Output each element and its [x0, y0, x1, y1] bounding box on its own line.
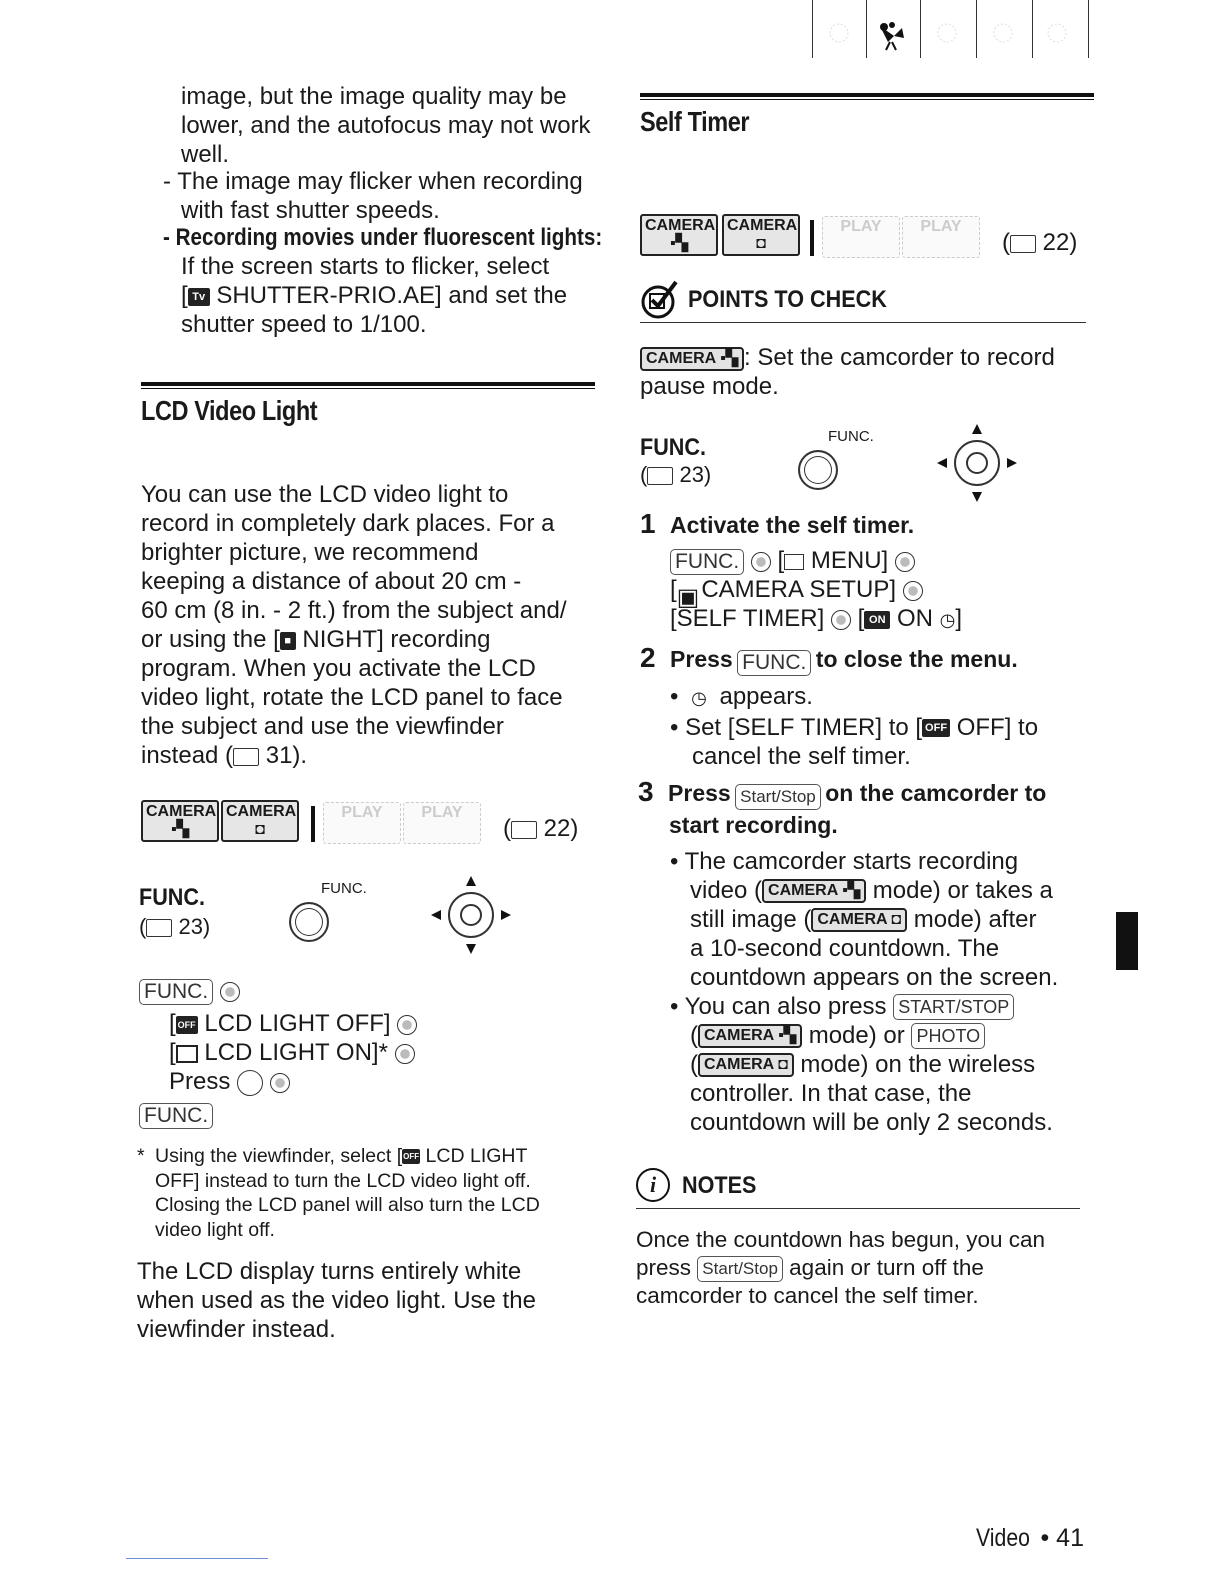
bullet-item — [670, 713, 1100, 742]
book-icon — [146, 919, 172, 937]
camera-movie-mode — [640, 214, 718, 256]
menu-text: Press — [169, 1068, 231, 1095]
paren: ( — [139, 914, 147, 939]
tab-divider — [1088, 0, 1089, 58]
tab-divider — [1032, 0, 1033, 58]
step-press: Press — [670, 646, 733, 672]
func-row — [139, 870, 539, 960]
notes-text — [636, 1226, 1096, 1310]
page-ref — [503, 814, 578, 843]
bullet-flicker — [163, 167, 603, 225]
arrow-bullet-icon — [751, 552, 771, 572]
text-line: the subject and use the viewfinder — [141, 713, 504, 740]
light-off-icon: OFF — [176, 1016, 198, 1034]
mode-separator — [810, 220, 814, 256]
bold-lead: - Recording movies under fluorescent lights: — [163, 224, 603, 251]
page-number: 41 — [1056, 1524, 1084, 1552]
step-rest-2: start recording. — [669, 811, 838, 838]
faded-icon — [934, 20, 960, 46]
paren: ( — [503, 815, 511, 842]
play-movie-mode — [822, 216, 900, 258]
movie-icon: ▪▚ — [670, 235, 688, 252]
text-line — [636, 1254, 1096, 1282]
night-mode-icon: ■ — [280, 632, 296, 650]
func-button-icon — [289, 902, 329, 942]
text-line: viewfinder instead. — [137, 1316, 336, 1343]
text-line: image, but the image quality may be — [181, 83, 567, 110]
menu-text: ON — [896, 605, 933, 632]
menu-line: [ LCD LIGHT ON]* — [139, 1038, 599, 1067]
joystick-icon — [935, 422, 1019, 504]
movie-camera-icon — [874, 16, 910, 52]
notes-header — [636, 1166, 1080, 1209]
menu-text: MENU] — [810, 547, 889, 574]
text-line: 60 cm (8 in. - 2 ft.) from the subject and/ — [141, 597, 567, 624]
tab-divider — [976, 0, 977, 58]
header-tab-strip — [808, 0, 1092, 60]
faded-icon — [826, 20, 852, 46]
text: appears. — [719, 682, 813, 710]
mode-label: CAMERA — [704, 1056, 774, 1074]
text-line — [155, 1144, 603, 1169]
menu-text: CAMERA SETUP] — [701, 576, 897, 603]
bracket: [ — [181, 282, 188, 309]
bullet-fluorescent — [163, 223, 603, 339]
text: video ( — [690, 876, 763, 904]
text: Using the viewfinder, select [ — [155, 1145, 403, 1167]
mode-label: CAMERA — [645, 217, 716, 234]
func-small-label: FUNC. — [321, 880, 367, 897]
photo-icon: ◘ — [255, 821, 265, 838]
text: OFF] to — [956, 713, 1039, 741]
text: 31). — [259, 742, 308, 769]
text: SHUTTER-PRIO.AE] and set the — [216, 282, 568, 309]
camera-photo-mode — [722, 214, 800, 256]
points-to-check-header — [640, 280, 1086, 323]
text-line: Once the countdown has begun, you can — [636, 1227, 1046, 1252]
mode-label: CAMERA — [226, 803, 297, 820]
step-2 — [640, 642, 1100, 771]
bullet-line: a 10-second countdown. The — [690, 934, 1000, 962]
off-icon: OFF — [922, 719, 950, 737]
start-stop-key: Start/Stop — [697, 1256, 783, 1282]
menu-line — [139, 1067, 599, 1096]
faded-icon — [990, 20, 1016, 46]
menu-line: [ OFF LCD LIGHT OFF] — [139, 1009, 599, 1038]
bottom-line — [126, 1558, 268, 1559]
section-title: LCD Video Light — [141, 395, 318, 426]
mode-label: CAMERA — [704, 1027, 774, 1045]
text: mode) or — [808, 1021, 905, 1049]
text: The camcorder starts recording — [684, 847, 1019, 875]
camera-movie-mode-inline: CAMERA ▪▚ — [762, 879, 866, 903]
text: mode) after — [913, 905, 1037, 933]
start-stop-remote-key: START/STOP — [893, 994, 1014, 1020]
text: still image ( — [690, 905, 812, 933]
bullet-dot: • — [670, 847, 679, 875]
step-number: 3 — [638, 776, 654, 807]
text: LCD LIGHT — [425, 1145, 528, 1167]
camera-movie-mode-inline: CAMERA ▪▚ — [640, 347, 744, 371]
text: NIGHT] recording — [302, 626, 491, 653]
text: ( — [690, 1021, 698, 1049]
ref-num: 22) — [1042, 229, 1078, 256]
lcd-light-paragraph — [141, 480, 601, 770]
mode-label: PLAY — [341, 804, 383, 821]
menu-text: [SELF TIMER] — [670, 605, 825, 632]
book-icon — [511, 821, 537, 839]
text-line: pause mode. — [640, 373, 779, 400]
bullet-dot: • — [670, 713, 679, 741]
mode-label: CAMERA — [646, 349, 716, 367]
step-heading — [640, 642, 1100, 676]
func-key: FUNC. — [737, 650, 811, 676]
set-button-icon — [237, 1070, 263, 1096]
mode-label: PLAY — [920, 218, 962, 235]
text: again or turn off the — [789, 1255, 984, 1280]
book-icon — [647, 467, 673, 485]
step-3 — [638, 776, 1100, 1137]
mode-label: CAMERA — [768, 882, 838, 900]
text-line: keeping a distance of about 20 cm - — [141, 568, 522, 595]
arrow-bullet-icon — [831, 610, 851, 630]
camera-photo-mode — [221, 800, 299, 842]
book-icon — [233, 748, 259, 766]
menu-line: [SELF TIMER] [ ON ON ◷] — [670, 605, 963, 632]
menu-text: LCD LIGHT OFF] — [204, 1010, 391, 1037]
text-line: video light, rotate the LCD panel to face — [141, 684, 563, 711]
func-label: FUNC. — [640, 434, 706, 461]
step-1 — [640, 508, 1100, 635]
text-line: well. — [181, 141, 230, 168]
section-rule — [141, 382, 595, 389]
menu-line: FUNC. [ MENU] — [670, 546, 1100, 575]
text: instead ( — [141, 742, 234, 769]
photo-icon: ◘ — [756, 235, 766, 252]
bullet-item — [670, 847, 1100, 876]
self-timer-icon: ◷ — [691, 687, 707, 708]
arrow-bullet-icon — [895, 552, 915, 572]
points-text — [640, 343, 1096, 401]
tab-divider — [812, 0, 813, 58]
menu-line — [139, 976, 599, 1005]
camera-movie-mode-inline: CAMERA ▪▚ — [698, 1024, 802, 1048]
step-heading — [638, 776, 1100, 810]
menu-line — [139, 1100, 599, 1129]
bullet-line — [670, 1050, 1100, 1079]
on-icon: ON — [864, 611, 890, 629]
menu-text: LCD LIGHT ON]* — [204, 1039, 388, 1066]
text-line: program. When you activate the LCD — [141, 655, 536, 682]
camera-photo-mode-inline: CAMERA ◘ — [698, 1053, 794, 1077]
text-line — [141, 741, 601, 770]
text-line — [141, 625, 601, 654]
final-paragraph — [137, 1257, 603, 1344]
mode-strip — [640, 214, 1090, 260]
step-press: Press — [668, 780, 731, 806]
bullet-item: cancel the self timer. — [692, 742, 911, 770]
joystick-icon — [429, 874, 513, 956]
bullet-item — [670, 992, 1100, 1021]
text: mode) or takes a — [872, 876, 1053, 904]
text: press — [636, 1255, 692, 1280]
text-line — [163, 281, 603, 310]
step-rest: to close the menu. — [815, 646, 1018, 672]
text: You can also press — [684, 992, 887, 1020]
text-line: Closing the LCD panel will also turn the LCD — [155, 1194, 540, 1216]
text-line: record in completely dark places. For a — [141, 510, 555, 537]
bullet-line — [670, 876, 1100, 905]
camera-photo-mode-inline: CAMERA ◘ — [811, 908, 907, 932]
footnote-star: * — [137, 1145, 145, 1167]
book-icon — [1010, 235, 1036, 253]
step-rest: on the camcorder to — [825, 780, 1047, 806]
paren: ( — [1002, 229, 1010, 256]
bullet-line: countdown will be only 2 seconds. — [690, 1108, 1053, 1136]
text-line: video light off. — [155, 1218, 275, 1241]
left-continuation — [181, 82, 601, 169]
mode-strip — [141, 800, 591, 846]
points-title: POINTS TO CHECK — [688, 286, 887, 313]
play-photo-mode — [403, 802, 481, 844]
bullet-item — [670, 682, 1100, 713]
bullet-line: countdown appears on the screen. — [690, 963, 1059, 991]
self-timer-icon: ◷ — [939, 610, 956, 630]
tv-mode-icon: Tv — [188, 288, 210, 306]
text-line: You can use the LCD video light to — [141, 481, 509, 508]
arrow-bullet-icon — [220, 982, 240, 1002]
mode-label: CAMERA — [817, 911, 887, 929]
text-line: shutter speed to 1/100. — [181, 311, 427, 338]
text: Set [SELF TIMER] to [ — [685, 713, 923, 741]
tab-divider — [866, 0, 867, 58]
camera-movie-mode — [141, 800, 219, 842]
text-line: lower, and the autofocus may not work — [181, 112, 591, 139]
arrow-bullet-icon — [270, 1073, 290, 1093]
mode-label: CAMERA — [146, 803, 217, 820]
checkmark-icon — [640, 280, 686, 320]
light-off-icon: OFF — [402, 1149, 420, 1164]
page-footer — [976, 1524, 1084, 1553]
text-line: when used as the video light. Use the — [137, 1287, 536, 1314]
arrow-bullet-icon — [903, 581, 923, 601]
play-photo-mode — [902, 216, 980, 258]
footer-section: Video — [976, 1524, 1030, 1552]
footer-bullet: • — [1040, 1524, 1050, 1552]
text: : Set the camcorder to record — [744, 344, 1055, 371]
text: mode) on the wireless — [800, 1050, 1036, 1078]
step-heading — [640, 508, 1100, 540]
bullet-line — [670, 1021, 1100, 1050]
text: or using the [ — [141, 626, 280, 653]
section-title: Self Timer — [640, 106, 750, 137]
footnote — [137, 1144, 603, 1242]
func-row — [640, 420, 1040, 510]
mode-label: PLAY — [421, 804, 463, 821]
mode-label: PLAY — [840, 218, 882, 235]
func-small-label: FUNC. — [828, 428, 874, 445]
func-button-icon — [798, 450, 838, 490]
step-number: 1 — [640, 508, 656, 539]
func-ref — [640, 460, 711, 489]
page-ref — [1002, 228, 1077, 257]
text: ( — [690, 1050, 698, 1078]
func-key: FUNC. — [139, 979, 213, 1005]
ref-num: 23) — [178, 914, 211, 939]
chapter-marker — [1116, 912, 1138, 970]
step-bullets — [640, 682, 1100, 771]
text-line: camcorder to cancel the self timer. — [636, 1283, 979, 1309]
menu-line: [▣ CAMERA SETUP] — [670, 575, 1100, 604]
start-stop-key: Start/Stop — [735, 784, 821, 810]
text-line: - The image may flicker when recording — [163, 168, 583, 195]
func-key: FUNC. — [670, 549, 744, 575]
func-key: FUNC. — [139, 1103, 213, 1129]
bullet-dot: • — [670, 992, 679, 1020]
step-title: Activate the self timer. — [670, 512, 915, 538]
text-line — [640, 343, 1096, 372]
mode-separator — [311, 806, 315, 842]
text-line: with fast shutter speeds. — [181, 197, 440, 224]
faded-icon — [1044, 20, 1070, 46]
section-rule — [640, 93, 1094, 100]
step-bullets — [638, 847, 1100, 1137]
paren: ( — [640, 462, 648, 487]
notes-title: NOTES — [682, 1172, 757, 1199]
step-number: 2 — [640, 642, 656, 673]
func-label: FUNC. — [139, 884, 205, 911]
photo-key: PHOTO — [911, 1023, 985, 1049]
bullet-dot: • — [670, 682, 679, 710]
mode-label: CAMERA — [727, 217, 798, 234]
arrow-bullet-icon — [397, 1015, 417, 1035]
text-line: The LCD display turns entirely white — [137, 1258, 522, 1285]
menu-sequence — [139, 976, 599, 1129]
func-ref — [139, 912, 210, 941]
tab-divider — [920, 0, 921, 58]
bullet-line — [670, 905, 1100, 934]
ref-num: 22) — [543, 815, 579, 842]
ref-num: 23) — [679, 462, 712, 487]
movie-icon: ▪▚ — [171, 821, 189, 838]
info-icon: i — [636, 1168, 670, 1202]
play-movie-mode — [323, 802, 401, 844]
text-line: If the screen starts to flicker, select — [181, 253, 550, 280]
step-body — [640, 546, 1100, 635]
text-line: brighter picture, we recommend — [141, 539, 479, 566]
bullet-line: controller. In that case, the — [690, 1079, 972, 1107]
text-line: OFF] instead to turn the LCD video light off. — [155, 1169, 531, 1192]
camera-setup-icon: ▣ — [676, 583, 700, 611]
light-on-icon — [176, 1045, 198, 1063]
menu-icon — [784, 554, 804, 570]
arrow-bullet-icon — [395, 1044, 415, 1064]
